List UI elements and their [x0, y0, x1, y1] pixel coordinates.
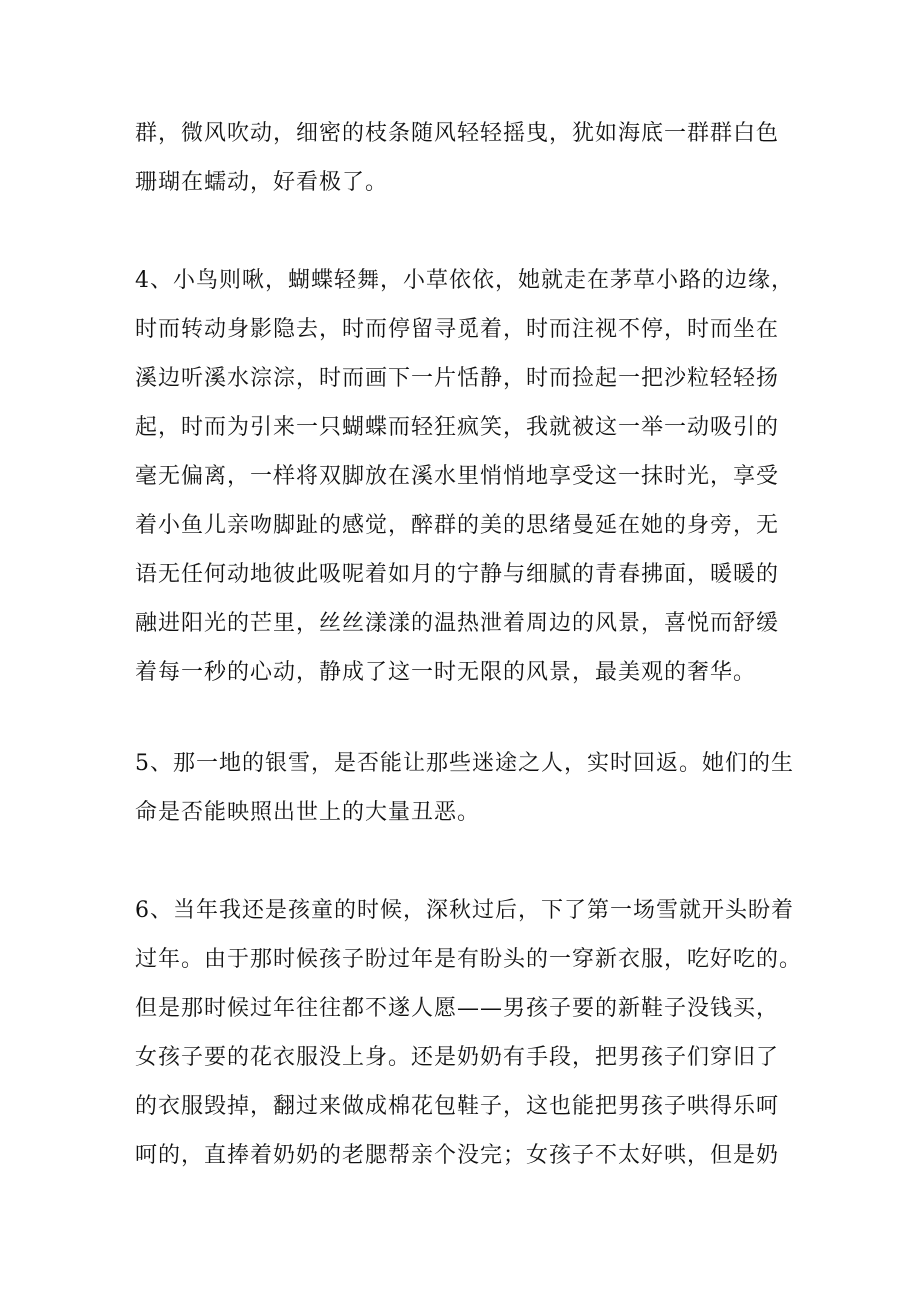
text-line: 的衣服毁掉，翻过来做成棉花包鞋子，这也能把男孩子哄得乐呵 [135, 1094, 780, 1119]
text-line: 溪边听溪水淙淙，时而画下一片恬静，时而捡起一把沙粒轻轻扬 [135, 366, 780, 391]
paragraph-4 [135, 256, 795, 697]
text-line: 珊瑚在蠕动，好看极了。 [135, 170, 389, 195]
text-line: 命是否能映照出世上的大量丑恶。 [135, 800, 481, 825]
text-line: 毫无偏离，一样将双脚放在溪水里悄悄地享受这一抹时光，享受 [135, 464, 780, 489]
text-line: 6、当年我还是孩童的时候，深秋过后，下了第一场雪就开头盼着 [135, 898, 794, 923]
paragraph-coral-continuation [135, 109, 795, 207]
text-line: 5、那一地的银雪，是否能让那些迷途之人，实时回返。她们的生 [135, 751, 794, 776]
paragraph-6 [135, 886, 803, 1180]
text-line: 着小鱼儿亲吻脚趾的感觉，醉群的美的思绪曼延在她的身旁，无 [135, 513, 780, 538]
text-line: 语无任何动地彼此吸呢着如月的宁静与细腻的青春拂面，暖暖的 [135, 562, 780, 587]
text-line: 时而转动身影隐去，时而停留寻觅着，时而注视不停，时而坐在 [135, 317, 780, 342]
text-line: 起，时而为引来一只蝴蝶而轻狂疯笑，我就被这一举一动吸引的 [135, 415, 780, 440]
text-line: 过年。由于那时候孩子盼过年是有盼头的一穿新衣服，吃好吃的。 [135, 947, 803, 972]
text-line: 着每一秒的心动，静成了这一时无限的风景，最美观的奢华。 [135, 660, 757, 685]
text-line: 融进阳光的芒里，丝丝漾漾的温热泄着周边的风景，喜悦而舒缓 [135, 611, 780, 636]
text-line: 群，微风吹动，细密的枝条随风轻轻摇曳，犹如海底一群群白色 [135, 121, 780, 146]
text-line: 但是那时候过年往往都不遂人愿——男孩子要的新鞋子没钱买， [135, 996, 780, 1021]
text-line: 女孩子要的花衣服没上身。还是奶奶有手段，把男孩子们穿旧了 [135, 1045, 780, 1070]
text-line: 呵的，直捧着奶奶的老腮帮亲个没完；女孩子不太好哄，但是奶 [135, 1143, 780, 1168]
text-line: 4、小鸟则啾，蝴蝶轻舞，小草依依，她就走在茅草小路的边缘， [135, 268, 794, 293]
paragraph-5 [135, 739, 795, 837]
